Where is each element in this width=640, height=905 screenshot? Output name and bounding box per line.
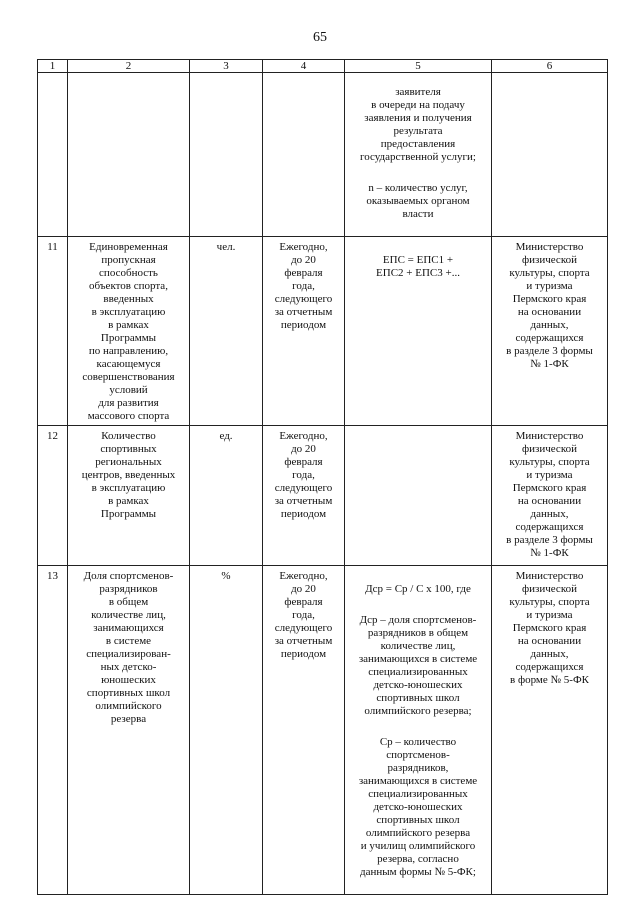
column-number-5: 5	[345, 60, 492, 73]
column-number-row	[38, 60, 608, 73]
calculation-method	[345, 566, 492, 895]
continuation-row	[38, 73, 608, 237]
table-row	[38, 426, 608, 566]
column-number-1: 1	[38, 60, 68, 73]
page-number: 65	[313, 30, 327, 45]
cell-unit	[190, 73, 263, 237]
cell-indicator	[68, 73, 190, 237]
cell-formula	[345, 73, 492, 237]
calculation-method	[345, 426, 492, 566]
row-number: 11	[38, 237, 68, 426]
indicator-name: Доля спортсменов- разрядников в общем количестве лиц, занимающихся в системе специализирован- ных детско- юношеских спортивных школ олимпийского резерва	[68, 566, 190, 895]
column-number-4: 4	[263, 60, 345, 73]
cell-period	[263, 73, 345, 237]
column-number-2: 2	[68, 60, 190, 73]
row-number: 13	[38, 566, 68, 895]
formula-line: заявителя в очереди на подачу заявления и получения результата предоставления государственной услуги;	[360, 86, 476, 163]
reporting-period: Ежегодно, до 20 февраля года, следующего за отчетным периодом	[263, 426, 345, 566]
cell-num	[38, 73, 68, 237]
calculation-method	[345, 237, 492, 426]
formula-line: Дср – доля спортсменов- разрядников в общем количестве лиц, занимающихся в системе специализированных детско-юношеских спортивных школ олимпийского резерва;	[358, 614, 478, 717]
reporting-period: Ежегодно, до 20 февраля года, следующего за отчетным периодом	[263, 566, 345, 895]
data-source: Министерство физической культуры, спорта и туризма Пермского края на основании данных, содержащихся в разделе 3 формы № 1-ФК	[492, 426, 608, 566]
unit-of-measure: ед.	[190, 426, 263, 566]
data-source: Министерство физической культуры, спорта и туризма Пермского края на основании данных, содержащихся в разделе 3 формы № 1-ФК	[492, 237, 608, 426]
indicator-name: Единовременная пропускная способность объектов спорта, введенных в эксплуатацию в рамках Программы по направлению, касающемуся совершенствования условий для развития массового спорта	[68, 237, 190, 426]
reporting-period: Ежегодно, до 20 февраля года, следующего за отчетным периодом	[263, 237, 345, 426]
row-number: 12	[38, 426, 68, 566]
cell-source	[492, 73, 608, 237]
unit-of-measure: %	[190, 566, 263, 895]
table-row	[38, 237, 608, 426]
column-number-3: 3	[190, 60, 263, 73]
column-number-6: 6	[492, 60, 608, 73]
table-row	[38, 566, 608, 895]
formula-line: Дср = Ср / С х 100, где	[365, 583, 471, 595]
unit-of-measure: чел.	[190, 237, 263, 426]
formula-line: n – количество услуг, оказываемых органом власти	[366, 182, 470, 220]
data-source: Министерство физической культуры, спорта и туризма Пермского края на основании данных, содержащихся в форме № 5-ФК	[492, 566, 608, 895]
indicators-table	[37, 59, 608, 895]
formula-line: Ср – количество спортсменов- разрядников, занимающихся в системе специализированных детско-юношеских спортивных школ олимпийского резерва и училищ олимпийского резерва, согласно данным формы № 5-ФК;	[358, 736, 478, 878]
formula-line: ЕПС = ЕПС1 + ЕПС2 + ЕПС3 +...	[376, 254, 460, 279]
indicator-name: Количество спортивных региональных центров, введенных в эксплуатацию в рамках Программы	[68, 426, 190, 566]
